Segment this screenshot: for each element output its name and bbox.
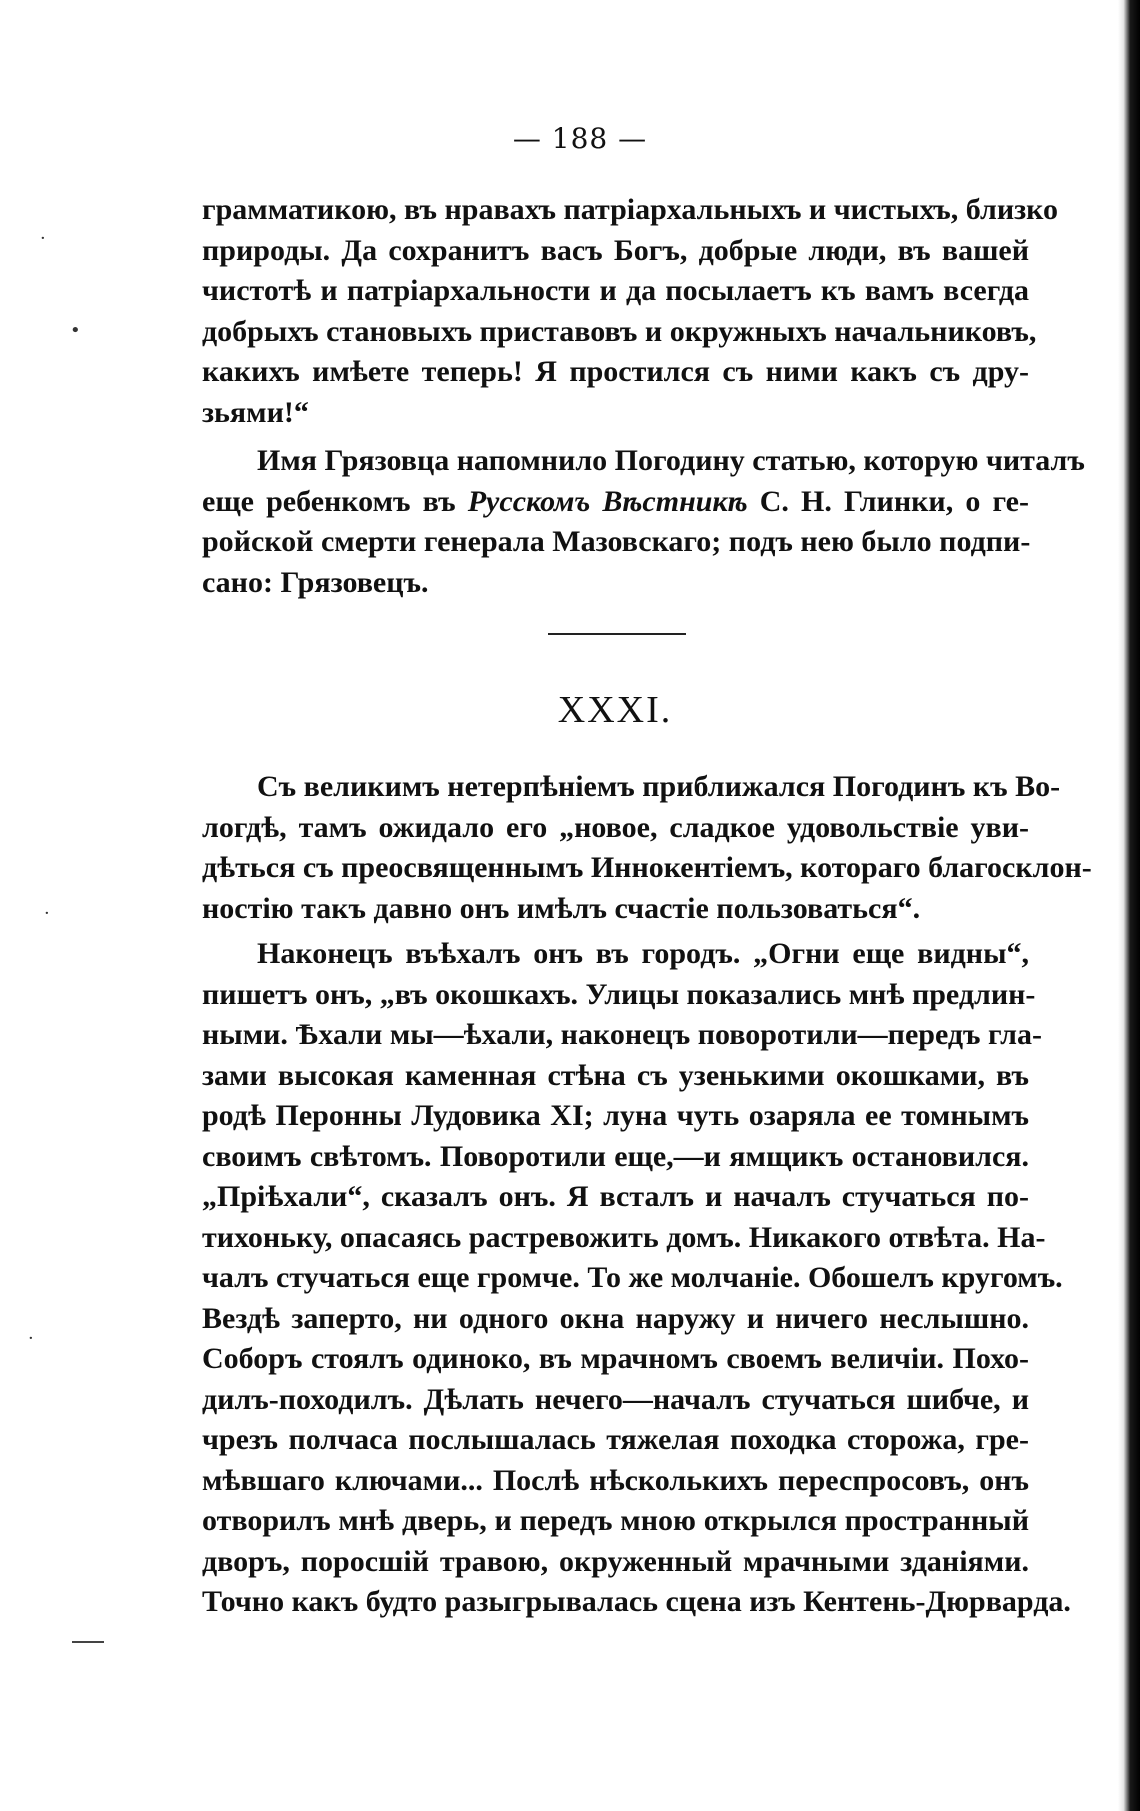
- section-divider: [548, 633, 686, 635]
- text-line: Наконецъ въѣхалъ онъ въ городъ. „Огни еще видны“,: [257, 937, 1029, 970]
- text-line: добрыхъ становыхъ приставовъ и окружныхъ начальниковъ,: [202, 314, 1037, 348]
- text-line: Вездѣ заперто, ни одного окна наружу и ничего неслышно.: [202, 1301, 1029, 1335]
- chapter-heading: XXXI.: [557, 689, 673, 731]
- text-line: какихъ имѣете теперь! Я простился съ ними какъ съ дру-: [202, 355, 1029, 388]
- text-segment: С. Н. Глинки, о ге-: [747, 484, 1029, 518]
- page-number: — 188 —: [512, 122, 648, 155]
- text-line: сано: Грязовецъ.: [202, 565, 429, 599]
- text-line: родѣ Перонны Лудовика XI; луна чуть озаряла ее томнымъ: [202, 1099, 1029, 1132]
- text-line: тихоньку, опасаясь растревожить домъ. Никакого отвѣта. На-: [202, 1220, 1046, 1254]
- text-line: Точно какъ будто разыгрывалась сцена изъ Кентень-Дюрварда.: [202, 1585, 1071, 1618]
- text-line: ройской смерти генерала Мазовскаго; подъ нею было подпи-: [202, 525, 1031, 558]
- text-line: ностію такъ давно онъ имѣлъ счастіе пользоваться“.: [202, 891, 921, 925]
- text-line: зьями!“: [202, 395, 309, 429]
- text-line: дѣться съ преосвященнымъ Иннокентіемъ, котораго благосклон-: [202, 851, 1092, 884]
- margin-tick: •: [70, 320, 81, 341]
- text-segment: еще ребенкомъ въ: [202, 484, 468, 518]
- gryazovets-paragraph: [202, 441, 1085, 603]
- margin-dot: ·: [44, 903, 50, 924]
- text-line: отворилъ мнѣ дверь, и передъ мною открылся пространный: [202, 1504, 1029, 1537]
- margin-dot: ·: [28, 1328, 34, 1349]
- text-line: дилъ-походилъ. Дѣлать нечего—началъ стучаться шибче, и: [202, 1382, 1029, 1416]
- text-line: [202, 482, 1029, 523]
- text-line: чистотѣ и патріархальности и да посылаетъ къ вамъ всегда: [202, 274, 1029, 307]
- text-line: Имя Грязовца напомнило Погодину статью, которую читалъ: [257, 444, 1085, 477]
- text-line: пишетъ онъ, „въ окошкахъ. Улицы показались мнѣ предлин-: [202, 977, 1036, 1011]
- text-line: Соборъ стоялъ одиноко, въ мрачномъ своемъ величіи. Похо-: [202, 1342, 1029, 1375]
- text-line: логдѣ, тамъ ожидало его „новое, сладкое удовольствіе уви-: [202, 810, 1029, 844]
- text-line: зами высокая каменная стѣна съ узенькими окошками, въ: [202, 1058, 1029, 1092]
- journal-title: Русскомъ Вѣстникѣ: [467, 484, 748, 518]
- text-line: чрезъ полчаса послышалась тяжелая походка сторожа, гре-: [202, 1423, 1029, 1456]
- text-line: дворъ, поросшій травою, окруженный мрачными зданіями.: [202, 1544, 1029, 1578]
- text-line: грамматикою, въ нравахъ патріархальныхъ и чистыхъ, близко: [202, 193, 1059, 226]
- text-line: ными. Ѣхали мы—ѣхали, наконецъ поворотили—передъ гла-: [202, 1018, 1042, 1051]
- arrival-paragraph: [202, 934, 1071, 1623]
- text-line: природы. Да сохранитъ васъ Богъ, добрые люди, въ вашей: [202, 233, 1029, 267]
- page-edge-shadow: [1118, 0, 1140, 1811]
- text-line: своимъ свѣтомъ. Поворотили еще,—и ямщикъ остановился.: [202, 1139, 1029, 1173]
- margin-rule: [72, 1641, 104, 1643]
- margin-dot: ·: [40, 228, 46, 249]
- text-line: чалъ стучаться еще громче. То же молчаніе. Обошелъ кругомъ.: [202, 1261, 1063, 1294]
- text-line: „Пріѣхали“, сказалъ онъ. Я всталъ и началъ стучаться по-: [202, 1180, 1029, 1213]
- text-line: Съ великимъ нетерпѣніемъ приближался Погодинъ къ Во-: [257, 770, 1061, 803]
- text-line: мѣвшаго ключами... Послѣ нѣсколькихъ переспросовъ, онъ: [202, 1463, 1029, 1497]
- vologda-paragraph: [202, 767, 1092, 929]
- continuation-paragraph: [202, 190, 1059, 433]
